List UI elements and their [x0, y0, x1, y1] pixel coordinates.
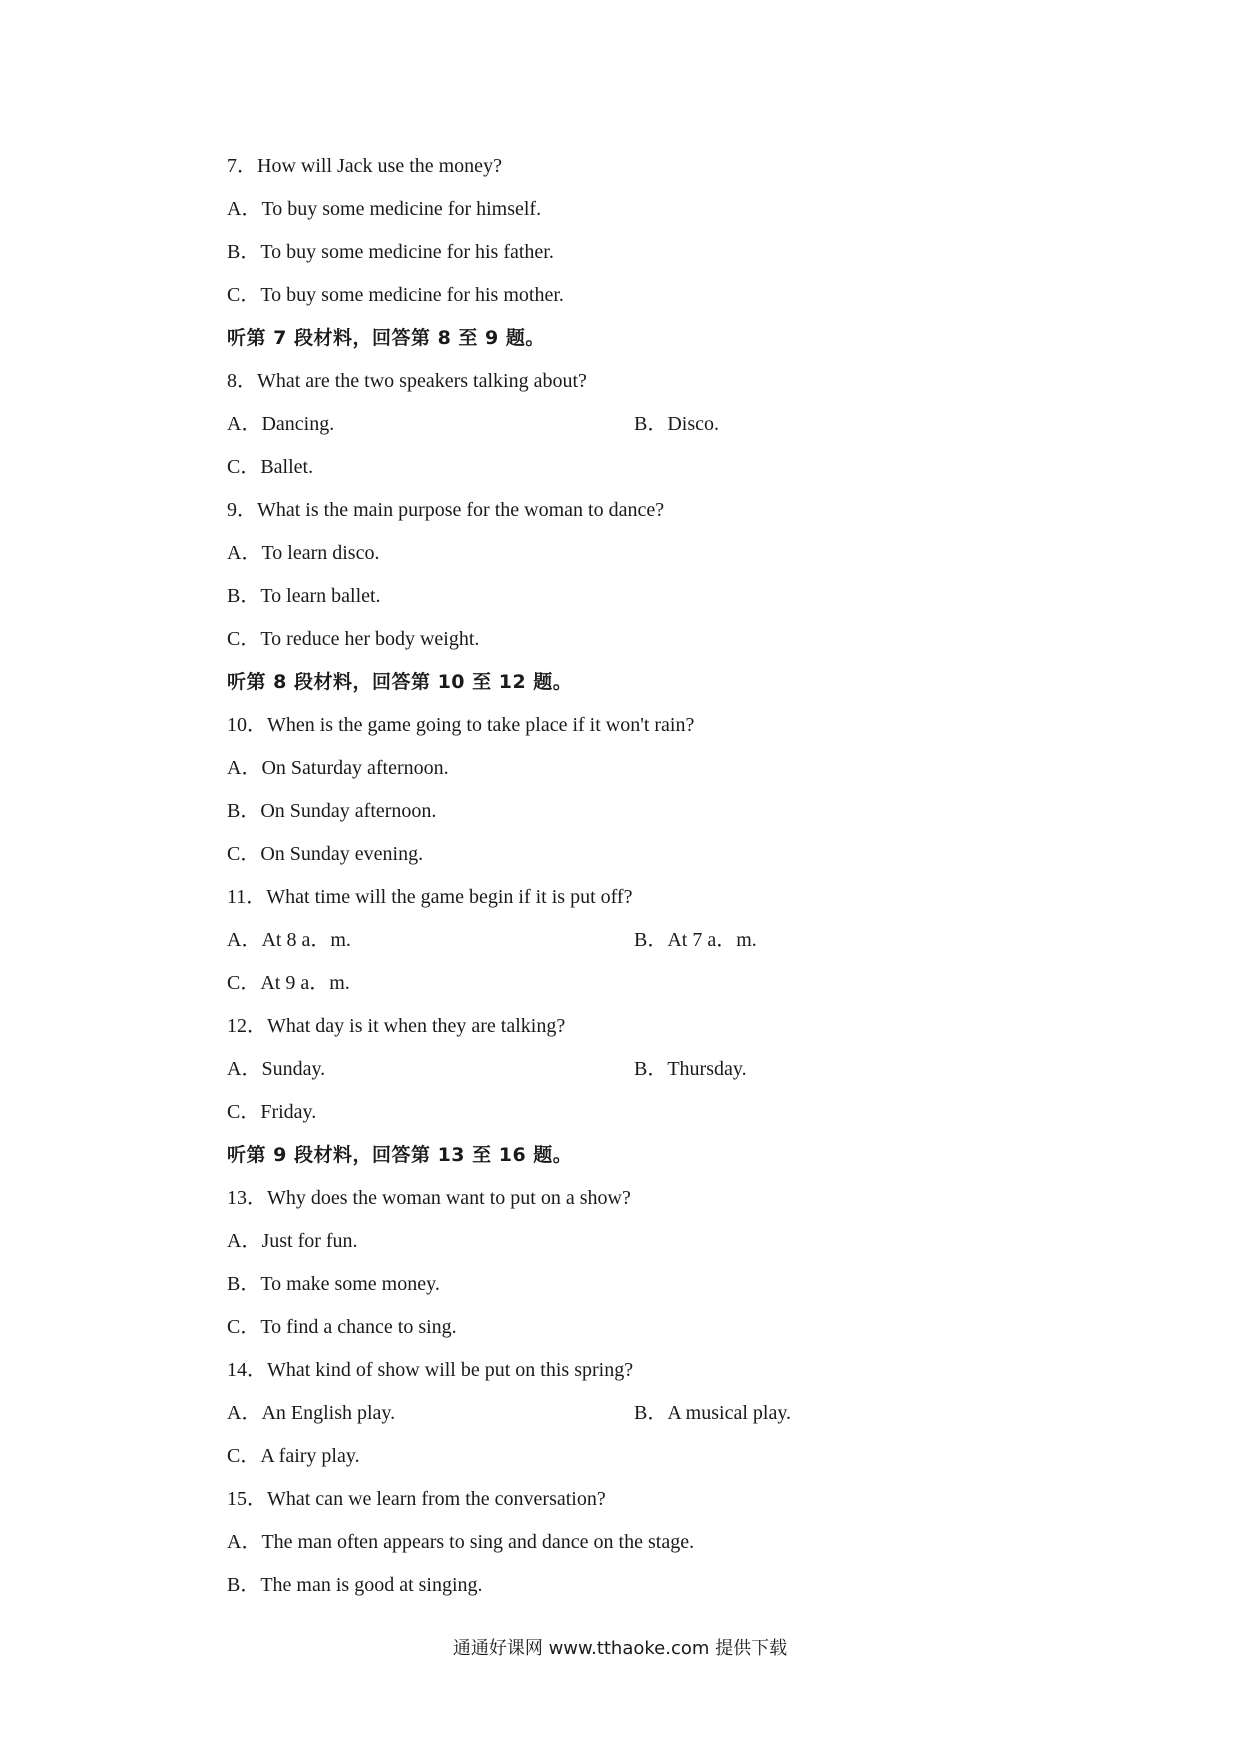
question-12: 12．What day is it when they are talking?: [227, 1015, 566, 1037]
question-15: 15．What can we learn from the conversation?: [227, 1488, 606, 1510]
option-7b: B．To buy some medicine for his father.: [227, 241, 554, 263]
option-13a: A．Just for fun.: [227, 1230, 358, 1252]
question-9: 9．What is the main purpose for the woman to dance?: [227, 499, 665, 521]
option-11a: A．At 8 a．m.: [227, 929, 351, 951]
question-10: 10．When is the game going to take place if it won't rain?: [227, 714, 695, 736]
option-10c: C．On Sunday evening.: [227, 843, 424, 865]
section-heading-9: 听第 9 段材料，回答第 13 至 16 题。: [227, 1144, 573, 1166]
question-11: 11．What time will the game begin if it is put off?: [227, 886, 633, 908]
options-12ab: [227, 1051, 1087, 1094]
section-heading-7: 听第 7 段材料，回答第 8 至 9 题。: [227, 327, 545, 349]
option-9a: A．To learn disco.: [227, 542, 380, 564]
option-15a: A．The man often appears to sing and dance on the stage.: [227, 1531, 695, 1553]
option-7c: C．To buy some medicine for his mother.: [227, 284, 564, 306]
option-13b: B．To make some money.: [227, 1273, 440, 1295]
option-11b: B．At 7 a．m.: [634, 929, 757, 951]
option-12b: B．Thursday.: [634, 1058, 747, 1080]
option-14c: C．A fairy play.: [227, 1445, 360, 1467]
option-10b: B．On Sunday afternoon.: [227, 800, 437, 822]
question-14: 14．What kind of show will be put on this spring?: [227, 1359, 634, 1381]
option-8b: B．Disco.: [634, 413, 719, 435]
option-15b: B．The man is good at singing.: [227, 1574, 483, 1596]
option-8a: A．Dancing.: [227, 413, 335, 435]
option-14b: B．A musical play.: [634, 1402, 792, 1424]
footer-watermark: 通通好课网 www.tthaoke.com 提供下载: [452, 1638, 788, 1659]
option-10a: A．On Saturday afternoon.: [227, 757, 449, 779]
option-9c: C．To reduce her body weight.: [227, 628, 480, 650]
option-12a: A．Sunday.: [227, 1058, 326, 1080]
question-list: [227, 148, 1087, 1610]
section-heading-8: 听第 8 段材料，回答第 10 至 12 题。: [227, 671, 573, 693]
options-8ab: [227, 406, 1087, 449]
options-11ab: [227, 922, 1087, 965]
option-8c: C．Ballet.: [227, 456, 314, 478]
question-8: 8．What are the two speakers talking about?: [227, 370, 587, 392]
option-9b: B．To learn ballet.: [227, 585, 381, 607]
option-7a: A．To buy some medicine for himself.: [227, 198, 542, 220]
option-14a: A．An English play.: [227, 1402, 396, 1424]
option-12c: C．Friday.: [227, 1101, 317, 1123]
option-11c: C．At 9 a．m.: [227, 972, 350, 994]
question-13: 13．Why does the woman want to put on a show?: [227, 1187, 631, 1209]
question-7: 7．How will Jack use the money?: [227, 155, 502, 177]
options-14ab: [227, 1395, 1087, 1438]
option-13c: C．To find a chance to sing.: [227, 1316, 457, 1338]
